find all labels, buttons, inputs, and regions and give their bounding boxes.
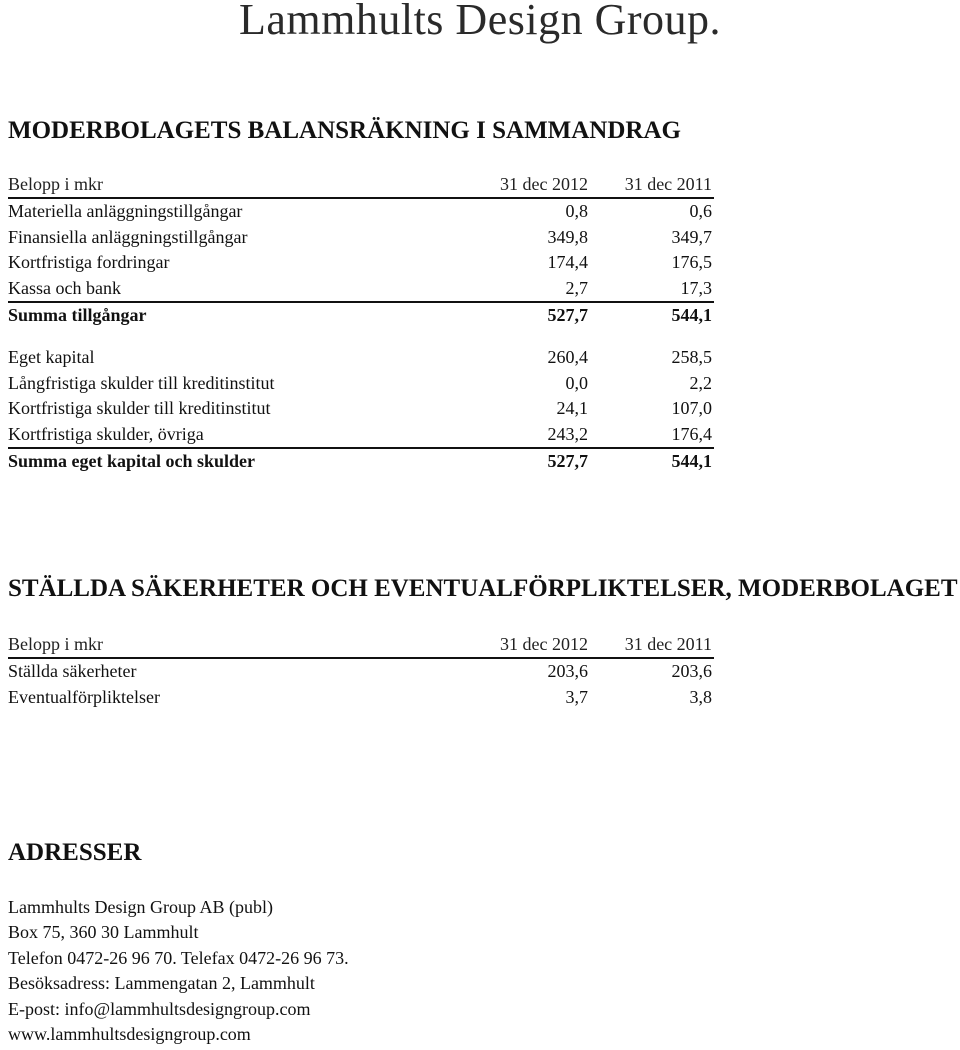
table-row — [8, 225, 714, 251]
header-label: Belopp i mkr — [8, 174, 103, 194]
row-label: Eventualförpliktelser — [8, 686, 160, 707]
row-label: Kortfristiga skulder till kreditinstitut — [8, 398, 271, 419]
table-row — [8, 396, 714, 422]
value-2011: 2,2 — [689, 372, 712, 393]
header-col-2011: 31 dec 2011 — [624, 174, 712, 194]
row-label: Långfristiga skulder till kreditinstitut — [8, 372, 275, 393]
table-row — [8, 250, 714, 276]
table-row — [8, 371, 714, 397]
table-row — [8, 685, 714, 711]
visiting-address-line: Besöksadress: Lammengatan 2, Lammhult — [8, 973, 315, 994]
table-row — [8, 199, 714, 225]
website-line: www.lammhultsdesigngroup.com — [8, 1024, 251, 1045]
table-row — [8, 659, 714, 685]
value-2011: 3,8 — [689, 686, 712, 707]
balance-sheet-title: MODERBOLAGETS BALANSRÄKNING I SAMMANDRAG — [8, 117, 681, 144]
value-2011: 17,3 — [680, 277, 712, 298]
value-2011: 176,4 — [671, 423, 712, 444]
total-2012: 527,7 — [547, 451, 588, 472]
value-2012: 0,8 — [565, 201, 588, 221]
total-label: Summa tillgångar — [8, 305, 147, 326]
value-2011: 258,5 — [671, 346, 712, 367]
value-2012: 174,4 — [547, 252, 588, 273]
pledged-assets-table — [8, 632, 714, 710]
row-label: Finansiella anläggningstillgångar — [8, 226, 248, 247]
total-row — [8, 303, 714, 329]
value-2011: 176,5 — [671, 252, 712, 273]
row-label: Kassa och bank — [8, 277, 121, 298]
pledged-assets-title: STÄLLDA SÄKERHETER OCH EVENTUALFÖRPLIKTELSER, MODERBOLAGET — [8, 575, 958, 602]
company-logo: Lammhults Design Group. — [238, 0, 721, 44]
header-label: Belopp i mkr — [8, 634, 103, 654]
table-header-row — [8, 632, 714, 657]
total-row — [8, 449, 714, 475]
postal-address-line: Box 75, 360 30 Lammhult — [8, 922, 199, 943]
header-col-2012: 31 dec 2012 — [500, 634, 588, 654]
row-label: Materiella anläggningstillgångar — [8, 201, 243, 221]
row-label: Kortfristiga fordringar — [8, 252, 170, 273]
value-2012: 2,7 — [565, 277, 588, 298]
company-name-line: Lammhults Design Group AB (publ) — [8, 897, 273, 917]
value-2011: 349,7 — [671, 226, 712, 247]
value-2012: 349,8 — [547, 226, 588, 247]
header-col-2011: 31 dec 2011 — [624, 634, 712, 654]
balance-sheet-table — [8, 172, 714, 475]
row-label: Kortfristiga skulder, övriga — [8, 423, 204, 444]
total-2012: 527,7 — [547, 305, 588, 326]
row-label: Eget kapital — [8, 346, 95, 367]
total-2011: 544,1 — [671, 451, 712, 472]
value-2011: 107,0 — [671, 398, 712, 419]
phone-fax-line: Telefon 0472-26 96 70. Telefax 0472-26 96 73. — [8, 947, 349, 968]
total-2011: 544,1 — [671, 305, 712, 326]
total-label: Summa eget kapital och skulder — [8, 451, 256, 472]
table-row — [8, 422, 714, 448]
address-block — [8, 895, 349, 1047]
table-header-row — [8, 172, 714, 197]
value-2011: 0,6 — [689, 201, 712, 221]
value-2011: 203,6 — [671, 661, 712, 681]
value-2012: 243,2 — [547, 423, 588, 444]
email-line: E-post: info@lammhultsdesigngroup.com — [8, 998, 311, 1019]
table-row — [8, 345, 714, 371]
value-2012: 260,4 — [547, 346, 588, 367]
value-2012: 203,6 — [547, 661, 588, 681]
row-label: Ställda säkerheter — [8, 661, 137, 681]
value-2012: 0,0 — [565, 372, 588, 393]
value-2012: 3,7 — [565, 686, 588, 707]
addresses-title: ADRESSER — [8, 839, 142, 866]
header-col-2012: 31 dec 2012 — [500, 174, 588, 194]
table-row — [8, 276, 714, 302]
value-2012: 24,1 — [556, 398, 588, 419]
